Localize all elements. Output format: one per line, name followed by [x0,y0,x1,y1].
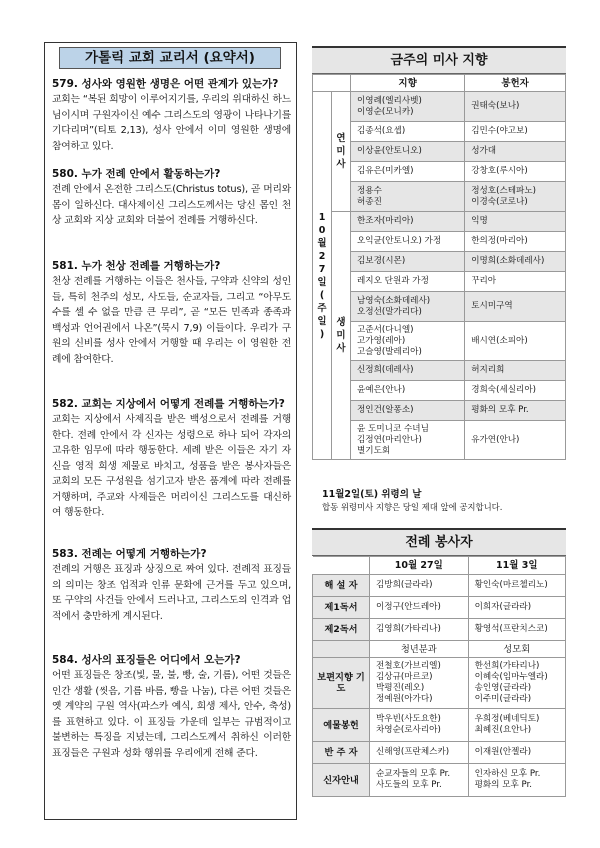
server-name-2: 인자하신 모후 Pr. 평화의 모후 Pr. [468,764,565,797]
notice-detail: 합동 위령미사 지향은 당일 제대 앞에 공지합니다. [322,502,503,512]
intention-row [313,292,566,322]
intention-name: 신정희(데레사) [351,361,465,381]
offerer-name: 유가연(안나) [465,421,566,460]
offerer-name: 익명 [465,212,566,232]
intention-row [313,381,566,401]
col-offerer: 봉헌자 [465,75,566,92]
header-blank [313,75,351,92]
answer: 천상 전례를 거행하는 이들은 천사들, 구약과 신약의 성인들, 특히 천주의 성모, 사도들, 순교자들, 그리고 “아무도 수를 셀 수 없을 만큼 큰 무리”, 곧 “모든 민족과 종족과 백성과 언어권에서 나온”(묵시 7,9) 이들이다. 우리가 구원의 신비를 성사 안에서 거행할 때 우리는 이 영원한 전례에 참여한다. [52,276,291,365]
offerer-name: 꾸리아 [465,272,566,292]
intention-name: 이상윤(안토니오) [351,142,465,162]
intention-row [313,421,566,460]
offerer-name: 성가대 [465,142,566,162]
intention-row [313,92,566,122]
question: 580. 누가 전례 안에서 활동하는가? [52,168,221,180]
notice-title: 11월2일(토) 위령의 날 [322,489,422,500]
col-date-2: 11월 3일 [468,557,565,575]
server-name-1: 순교자들의 모후 Pr. 사도들의 모후 Pr. [370,764,469,797]
server-row-usher [313,764,566,797]
intention-row [313,252,566,272]
question: 581. 누가 천상 전례를 거행하는가? [52,260,221,272]
server-name-2: 황인숙(마르첼리노) [468,575,565,597]
qa-583 [52,547,291,624]
intention-name: 레지오 단원과 가정 [351,272,465,292]
intention-name: 남영숙(소화데레사) 오정선(말가리다) [351,292,465,322]
intention-row [313,182,566,212]
question: 583. 전례는 어떻게 거행하는가? [52,548,207,560]
all-souls-notice [322,488,566,513]
offerer-name: 이명희(소화데레사) [465,252,566,272]
intention-name: 한조자(마리아) [351,212,465,232]
intention-row [313,401,566,421]
server-name-1: 이정구(안드레아) [370,597,469,619]
intention-name: 정인건(알퐁소) [351,401,465,421]
subgroup-blank [313,641,370,658]
offerer-name: 토시미구역 [465,292,566,322]
intention-name: 김종석(요셉) [351,122,465,142]
question: 582. 교회는 지상에서 어떻게 전례를 거행하는가? [52,398,285,410]
question: 579. 성사와 영원한 생명은 어떤 관계가 있는가? [52,78,279,90]
intention-row [313,272,566,292]
group-requiem: 연 미 사 [332,92,351,212]
offerer-name: 정성호(스테파노) 이경숙(코로나) [465,182,566,212]
intention-name: 윤 도미니코 수녀님 김정연(마리안나) 별기도회 [351,421,465,460]
catechism-box [44,42,297,820]
intention-name: 이영례(엘리사벳) 이영순(모니카) [351,92,465,122]
intention-row [313,122,566,142]
intention-row [313,142,566,162]
server-name-1: 김방희(글라라) [370,575,469,597]
offerer-name: 한의정(마리아) [465,232,566,252]
intention-name: 김유은(미카엘) [351,162,465,182]
subgroup-row [313,641,566,658]
answer: 전례 안에서 온전한 그리스도(Christus totus), 곧 머리와 몸이 일하신다. 대사제이신 그리스도께서는 당신 몸인 천상 교회와 지상 교회와 더불어 전례를 거행하신다. [52,184,291,226]
intention-name: 고준서(다니엘) 고가영(레아) 고슬영(발레리아) [351,322,465,361]
mass-intentions-table [312,74,566,460]
offerer-name: 김민수(야고보) [465,122,566,142]
liturgy-servers-table [312,556,566,797]
role-label: 신자안내 [313,764,370,797]
intention-row [313,232,566,252]
role-label: 제2독서 [313,619,370,641]
server-row-commentator [313,575,566,597]
server-row-offertory [313,709,566,742]
answer: 교회는 “복된 희망이 이루어지기를, 우리의 위대하신 하느님이시며 구원자이신 예수 그리스도의 영광이 나타나기를 기다리며”(티토 2,13), 성사 안에서 이미 영원한 생명에 참여하고 있다. [52,94,291,152]
question: 584. 성사의 표징들은 어디에서 오는가? [52,654,241,666]
server-name-2: 이재원(안젤라) [468,742,565,764]
server-name-2: 황영석(프란치스코) [468,619,565,641]
server-name-1: 신해영(프란체스카) [370,742,469,764]
intention-row [313,162,566,182]
role-label: 반 주 자 [313,742,370,764]
server-name-1: 김영희(가타리나) [370,619,469,641]
answer: 교회는 지상에서 사제직을 받은 백성으로서 전례를 거행한다. 전례 안에서 각 신자는 성령으로 하나 되어 각자의 고유한 임무에 따라 행동한다. 세례 받은 이들은 자기 자신을 영적 희생 제물로 바치고, 성품을 받은 봉사자들은 교회의 모든 구성원을 섬기고자 받은 품계에 따라 전례를 거행하며, 주교와 사제들은 머리이신 그리스도를 대신하여 행동한다. [52,414,291,518]
liturgy-servers-title: 전례 봉사자 [312,528,566,556]
col-date-1: 10월 27일 [370,557,469,575]
group-living: 생 미 사 [332,212,351,460]
date-label: 1 0 월 2 7 일 ( 주 일 ) [313,92,332,460]
intention-name: 정용수 허종진 [351,182,465,212]
offerer-name: 배시연(소피아) [465,322,566,361]
catechism-title: 가톨릭 교회 교리서 (요약서) [59,47,281,69]
answer: 전례의 거행은 표징과 상징으로 짜여 있다. 전례적 표징들의 의미는 창조 업적과 인류 문화에 근거를 두고 있으며, 또 구약의 사건들 안에서 드러나고, 그리스도의 인격과 업적에서 충만하게 계시된다. [52,564,291,622]
offerer-name: 경희숙(세실리아) [465,381,566,401]
offerer-name: 평화의 모후 Pr. [465,401,566,421]
answer: 어떤 표징들은 창조(빛, 물, 불, 빵, 술, 기름), 어떤 것들은 인간 생활 (씻음, 기름 바름, 빵을 나눔), 다른 어떤 것들은 옛 계약의 구원 역사(파스카 예식, 희생 제사, 안수, 축성)를 표현하고 있다. 이 표징들 가운데 일부는 규범적이고 불변하는 특징을 지녔는데, 그리스도께서 취하신 이러한 표징들은 구원과 성화 행위를 우리에게 전해 준다. [52,670,291,759]
offerer-name: 허지리희 [465,361,566,381]
intention-row [313,322,566,361]
role-label: 해 설 자 [313,575,370,597]
intention-row [313,212,566,232]
intention-name: 윤예은(안나) [351,381,465,401]
mass-intentions-title: 금주의 미사 지향 [312,46,566,74]
subgroup-2: 성모회 [468,641,565,658]
offerer-name: 권태숙(보나) [465,92,566,122]
server-row-server [313,742,566,764]
intention-row [313,361,566,381]
role-label: 제1독서 [313,597,370,619]
qa-580 [52,167,291,229]
server-name-2: 우희정(베네딕토) 최혜진(요안나) [468,709,565,742]
server-name-2: 한선희(가타리나) 이혜숙(임마누엘라) 송인영(글라라) 이주미(글라라) [468,658,565,709]
offerer-name: 강창호(루시아) [465,162,566,182]
server-name-2: 이희자(글라라) [468,597,565,619]
qa-582 [52,397,291,521]
server-row-reader2 [313,619,566,641]
role-label: 보편지향 기 도 [313,658,370,709]
col-intention: 지향 [351,75,465,92]
role-label: 예물봉헌 [313,709,370,742]
server-row-prayers [313,658,566,709]
server-row-reader1 [313,597,566,619]
subgroup-1: 청년분과 [370,641,469,658]
server-name-1: 박우빈(사도요한) 차영순(로사리아) [370,709,469,742]
qa-581 [52,259,291,367]
header-blank [313,557,370,575]
qa-579 [52,77,291,154]
qa-584 [52,653,291,761]
intention-name: 김보경(시몬) [351,252,465,272]
server-name-1: 전철호(가브리엘) 김상규(마르코) 박평진(레오) 정예원(아가다) [370,658,469,709]
intention-name: 오익균(안토니오) 가정 [351,232,465,252]
